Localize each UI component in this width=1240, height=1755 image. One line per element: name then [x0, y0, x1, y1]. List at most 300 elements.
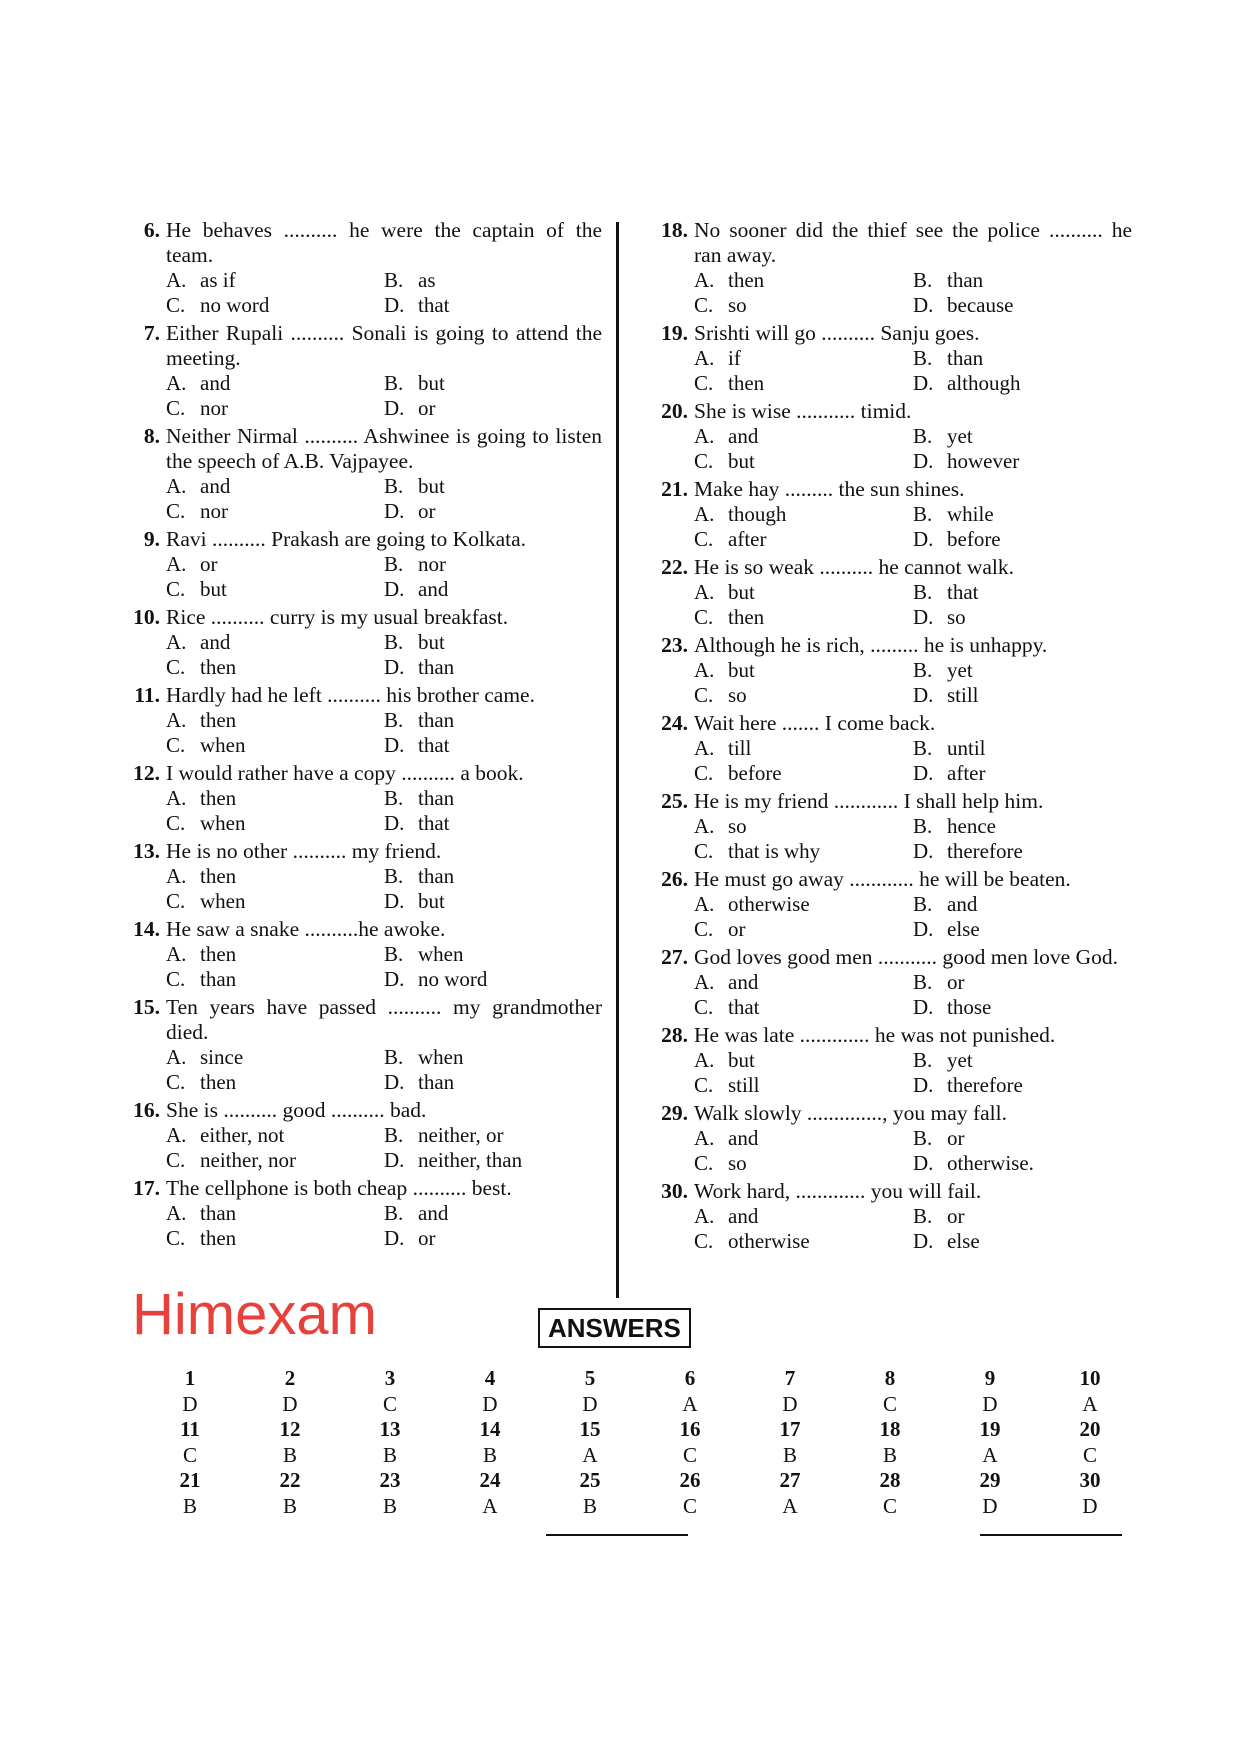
answer-key: B	[882, 1442, 897, 1467]
answer-option	[166, 1123, 384, 1148]
question-options	[166, 1123, 602, 1172]
option-text: therefore	[947, 1072, 1023, 1097]
option-text: than	[200, 966, 237, 991]
answer-option	[913, 839, 1132, 864]
option-letter: D.	[384, 498, 405, 523]
option-text: then	[200, 1069, 237, 1094]
option-text: and	[418, 576, 449, 601]
question-item	[122, 527, 602, 601]
question-number: 18.	[661, 218, 688, 242]
option-text: while	[947, 502, 994, 526]
option-text: otherwise	[728, 892, 810, 916]
question-options	[166, 786, 602, 835]
option-text: but	[418, 474, 445, 498]
question-item	[122, 917, 602, 991]
option-letter: C.	[166, 732, 186, 757]
answer-key-grid	[140, 1366, 1140, 1519]
option-text: neither, than	[418, 1147, 523, 1172]
question-item	[122, 605, 602, 679]
answer-number: 19	[979, 1417, 1001, 1441]
option-text: therefore	[947, 838, 1023, 863]
option-letter: A.	[166, 552, 187, 576]
option-letter: B.	[384, 1201, 404, 1225]
decorative-rule	[980, 1534, 1122, 1536]
answer-key: B	[282, 1442, 297, 1467]
question-stem: God loves good men ........... good men love God.	[694, 945, 1118, 969]
option-text: after	[728, 526, 767, 551]
option-letter: D.	[384, 576, 405, 601]
answer-key: C	[382, 1391, 397, 1416]
question-number: 19.	[661, 321, 688, 345]
option-letter: B.	[384, 942, 404, 966]
answer-option	[384, 942, 602, 967]
answer-option	[913, 1073, 1132, 1098]
option-letter: C.	[166, 1069, 186, 1094]
question-options	[166, 1045, 602, 1094]
answer-number: 11	[180, 1417, 200, 1441]
option-text: that	[947, 580, 979, 604]
answer-option	[384, 499, 602, 524]
question-item	[650, 555, 1132, 629]
option-text: but	[728, 658, 755, 682]
question-options	[694, 970, 1132, 1019]
option-text: when	[418, 942, 464, 966]
option-letter: C.	[694, 370, 714, 395]
answer-key: D	[482, 1391, 498, 1416]
option-letter: A.	[694, 970, 715, 994]
question-number: 13.	[133, 839, 160, 863]
option-text: than	[947, 346, 984, 370]
option-text: that	[418, 810, 450, 835]
option-text: that is why	[728, 838, 821, 863]
question-options	[166, 864, 602, 913]
option-letter: C.	[166, 576, 186, 601]
option-text: nor	[418, 552, 446, 576]
option-text: because	[947, 292, 1014, 317]
question-options	[166, 1201, 602, 1250]
answer-option	[913, 527, 1132, 552]
option-letter: A.	[694, 658, 715, 682]
question-stem: Hardly had he left .......... his brother came.	[166, 683, 535, 707]
option-letter: B.	[384, 552, 404, 576]
answer-option	[166, 577, 384, 602]
answer-option	[166, 967, 384, 992]
option-letter: A.	[694, 580, 715, 604]
answer-option	[694, 814, 913, 839]
answer-option	[166, 499, 384, 524]
question-item	[650, 477, 1132, 551]
question-number: 9.	[143, 527, 160, 551]
option-letter: C.	[166, 498, 186, 523]
option-text: but	[728, 1048, 755, 1072]
question-item	[650, 399, 1132, 473]
answer-option	[166, 655, 384, 680]
question-number: 17.	[133, 1176, 160, 1200]
option-letter: A.	[694, 502, 715, 526]
question-number: 30.	[661, 1179, 688, 1203]
question-options	[694, 580, 1132, 629]
option-text: and	[418, 1201, 449, 1225]
option-letter: B.	[384, 1123, 404, 1147]
option-letter: C.	[694, 1228, 714, 1253]
question-number: 6.	[143, 218, 160, 242]
answer-option	[913, 580, 1132, 605]
answer-number: 22	[279, 1468, 301, 1492]
option-letter: D.	[913, 994, 934, 1019]
option-text: then	[200, 654, 237, 679]
questions-left-column	[122, 218, 602, 1254]
question-stem: She is .......... good .......... bad.	[166, 1098, 427, 1122]
option-letter: B.	[913, 1204, 933, 1228]
answer-option	[913, 995, 1132, 1020]
answer-option	[384, 396, 602, 421]
question-stem: Ten years have passed .......... my grandmother died.	[166, 995, 602, 1044]
answer-number: 8	[884, 1366, 896, 1390]
answer-key: B	[782, 1442, 797, 1467]
question-stem: Neither Nirmal .......... Ashwinee is going to listen the speech of A.B. Vajpayee.	[166, 424, 602, 473]
question-number: 27.	[661, 945, 688, 969]
option-text: or	[200, 552, 218, 576]
answer-option	[913, 683, 1132, 708]
answer-number: 30	[1079, 1468, 1101, 1492]
question-number: 11.	[134, 683, 160, 707]
answer-number: 16	[679, 1417, 701, 1441]
answer-key: D	[1082, 1493, 1098, 1518]
option-letter: C.	[166, 395, 186, 420]
option-letter: D.	[384, 810, 405, 835]
option-text: when	[200, 888, 246, 913]
option-text: until	[947, 736, 986, 760]
question-options	[166, 371, 602, 420]
question-options	[694, 892, 1132, 941]
question-options	[694, 1048, 1132, 1097]
option-text: but	[200, 576, 227, 601]
option-letter: C.	[694, 448, 714, 473]
option-letter: A.	[694, 814, 715, 838]
question-options	[166, 630, 602, 679]
answer-key: A	[782, 1493, 798, 1518]
option-letter: C.	[694, 1072, 714, 1097]
option-letter: D.	[384, 1069, 405, 1094]
option-text: than	[418, 864, 455, 888]
option-letter: C.	[166, 654, 186, 679]
option-letter: A.	[166, 268, 187, 292]
option-text: after	[947, 760, 986, 785]
watermark-logo: Himexam	[132, 1282, 377, 1347]
question-stem: Although he is rich, ......... he is unhappy.	[694, 633, 1048, 657]
answer-option	[384, 268, 602, 293]
answer-number: 4	[484, 1366, 496, 1390]
option-letter: C.	[166, 1225, 186, 1250]
question-stem: The cellphone is both cheap .......... best.	[166, 1176, 512, 1200]
answer-option	[384, 630, 602, 655]
option-letter: C.	[166, 888, 186, 913]
answer-option	[166, 1226, 384, 1251]
option-letter: B.	[913, 658, 933, 682]
answer-option	[913, 761, 1132, 786]
answer-option	[166, 864, 384, 889]
answers-heading: ANSWERS	[538, 1308, 691, 1348]
option-letter: B.	[913, 424, 933, 448]
question-stem: Work hard, ............. you will fail.	[694, 1179, 982, 1203]
answer-option	[384, 371, 602, 396]
answer-option	[694, 736, 913, 761]
question-options	[694, 346, 1132, 395]
question-number: 16.	[133, 1098, 160, 1122]
answer-option	[694, 761, 913, 786]
option-letter: D.	[384, 654, 405, 679]
answer-key: B	[582, 1493, 597, 1518]
option-letter: C.	[166, 1147, 186, 1172]
question-item	[122, 683, 602, 757]
option-letter: D.	[384, 395, 405, 420]
question-item	[122, 839, 602, 913]
question-stem: Ravi .......... Prakash are going to Kolkata.	[166, 527, 527, 551]
answer-key: C	[882, 1391, 897, 1416]
option-text: that	[728, 994, 760, 1019]
option-text: than	[418, 708, 455, 732]
option-text: then	[728, 604, 765, 629]
option-text: so	[728, 682, 747, 707]
answer-number: 29	[979, 1468, 1001, 1492]
option-text: and	[728, 1204, 759, 1228]
question-item	[650, 789, 1132, 863]
answer-key: A	[982, 1442, 998, 1467]
option-text: hence	[947, 814, 996, 838]
question-item	[650, 867, 1132, 941]
option-text: nor	[200, 395, 228, 420]
option-text: or	[947, 970, 965, 994]
answer-option	[913, 658, 1132, 683]
answer-key: D	[182, 1391, 198, 1416]
option-letter: B.	[913, 1048, 933, 1072]
option-text: as if	[200, 268, 236, 292]
question-item	[122, 995, 602, 1094]
question-stem: Wait here ....... I come back.	[694, 711, 936, 735]
option-text: when	[200, 810, 246, 835]
answer-option	[913, 502, 1132, 527]
option-letter: D.	[913, 1150, 934, 1175]
option-text: than	[418, 1069, 455, 1094]
option-text: and	[728, 970, 759, 994]
questions-right-column	[650, 218, 1132, 1257]
option-letter: A.	[166, 474, 187, 498]
answer-option	[913, 346, 1132, 371]
answer-key: D	[582, 1391, 598, 1416]
option-letter: D.	[913, 448, 934, 473]
option-letter: D.	[913, 526, 934, 551]
question-number: 7.	[143, 321, 160, 345]
question-item	[122, 1176, 602, 1250]
option-text: so	[728, 1150, 747, 1175]
answer-option	[694, 605, 913, 630]
answer-option	[384, 733, 602, 758]
answer-option	[166, 811, 384, 836]
answer-option	[913, 1204, 1132, 1229]
answer-key: B	[182, 1493, 197, 1518]
option-letter: D.	[384, 1225, 405, 1250]
option-letter: B.	[384, 786, 404, 810]
option-letter: C.	[166, 966, 186, 991]
option-text: so	[947, 604, 966, 629]
answer-number: 27	[779, 1468, 801, 1492]
option-text: yet	[947, 1048, 973, 1072]
option-text: when	[418, 1045, 464, 1069]
option-text: till	[728, 736, 752, 760]
answer-option	[384, 786, 602, 811]
answer-number: 14	[479, 1417, 501, 1441]
answer-option	[694, 371, 913, 396]
option-text: still	[947, 682, 979, 707]
option-letter: B.	[913, 736, 933, 760]
option-letter: A.	[694, 424, 715, 448]
option-letter: C.	[694, 838, 714, 863]
question-stem: I would rather have a copy .......... a book.	[166, 761, 524, 785]
answer-option	[913, 1229, 1132, 1254]
option-text: then	[200, 942, 237, 966]
question-item	[122, 761, 602, 835]
option-letter: B.	[913, 580, 933, 604]
answer-option	[166, 371, 384, 396]
option-letter: D.	[913, 760, 934, 785]
answer-option	[384, 1123, 602, 1148]
answer-key: A	[482, 1493, 498, 1518]
option-letter: D.	[913, 916, 934, 941]
answer-key: D	[982, 1493, 998, 1518]
answer-option	[384, 474, 602, 499]
answer-option	[694, 839, 913, 864]
answer-option	[913, 371, 1132, 396]
question-stem: Srishti will go .......... Sanju goes.	[694, 321, 980, 345]
question-stem: He was late ............. he was not punished.	[694, 1023, 1056, 1047]
answer-option	[913, 1048, 1132, 1073]
option-text: else	[947, 916, 980, 941]
answer-option	[166, 786, 384, 811]
option-text: than	[418, 654, 455, 679]
answer-number: 25	[579, 1468, 601, 1492]
answer-key: C	[182, 1442, 197, 1467]
option-letter: C.	[694, 526, 714, 551]
answer-option	[694, 424, 913, 449]
answer-key: B	[482, 1442, 497, 1467]
option-letter: B.	[384, 630, 404, 654]
answer-option	[166, 552, 384, 577]
option-text: then	[200, 864, 237, 888]
answer-option	[913, 917, 1132, 942]
option-letter: A.	[694, 1126, 715, 1150]
option-text: yet	[947, 424, 973, 448]
answer-option	[384, 1226, 602, 1251]
option-text: and	[200, 371, 231, 395]
question-options	[694, 268, 1132, 317]
answer-number: 3	[384, 1366, 396, 1390]
question-stem: Rice .......... curry is my usual breakfast.	[166, 605, 509, 629]
option-text: nor	[200, 498, 228, 523]
option-letter: B.	[384, 268, 404, 292]
option-letter: C.	[694, 760, 714, 785]
answer-option	[384, 577, 602, 602]
option-text: although	[947, 370, 1021, 395]
option-text: when	[200, 732, 246, 757]
option-letter: C.	[694, 682, 714, 707]
answer-number: 12	[279, 1417, 301, 1441]
option-text: that	[418, 732, 450, 757]
option-text: before	[947, 526, 1001, 551]
option-letter: D.	[913, 604, 934, 629]
question-number: 26.	[661, 867, 688, 891]
answer-option	[384, 889, 602, 914]
option-text: otherwise	[728, 1228, 810, 1253]
column-divider	[616, 222, 619, 1298]
option-letter: C.	[166, 810, 186, 835]
answer-option	[166, 630, 384, 655]
answer-option	[694, 892, 913, 917]
question-number: 8.	[143, 424, 160, 448]
option-text: as	[418, 268, 436, 292]
option-text: either, not	[200, 1123, 285, 1147]
answer-key: C	[882, 1493, 897, 1518]
option-text: or	[728, 916, 746, 941]
answer-option	[913, 424, 1132, 449]
answer-number: 28	[879, 1468, 901, 1492]
option-letter: A.	[166, 1123, 187, 1147]
option-text: neither, nor	[200, 1147, 296, 1172]
answer-option	[694, 449, 913, 474]
option-letter: B.	[913, 892, 933, 916]
question-options	[694, 502, 1132, 551]
answer-option	[913, 736, 1132, 761]
option-text: otherwise.	[947, 1150, 1034, 1175]
answer-key: A	[1082, 1391, 1098, 1416]
option-letter: D.	[913, 682, 934, 707]
answer-option	[694, 658, 913, 683]
answer-option	[694, 917, 913, 942]
option-text: then	[200, 1225, 237, 1250]
question-options	[694, 814, 1132, 863]
option-text: no word	[200, 292, 270, 317]
option-text: that	[418, 292, 450, 317]
option-letter: A.	[166, 371, 187, 395]
question-stem: Make hay ......... the sun shines.	[694, 477, 965, 501]
question-number: 29.	[661, 1101, 688, 1125]
question-item	[650, 1101, 1132, 1175]
option-letter: B.	[384, 371, 404, 395]
option-text: no word	[418, 966, 488, 991]
question-options	[694, 658, 1132, 707]
question-number: 10.	[133, 605, 160, 629]
option-text: since	[200, 1045, 244, 1069]
option-letter: B.	[384, 708, 404, 732]
answer-option	[694, 683, 913, 708]
answer-number: 6	[684, 1366, 696, 1390]
answer-option	[384, 1070, 602, 1095]
option-text: then	[728, 370, 765, 395]
answer-option	[913, 970, 1132, 995]
answer-option	[694, 346, 913, 371]
question-item	[122, 218, 602, 317]
answer-key: D	[282, 1391, 298, 1416]
question-number: 24.	[661, 711, 688, 735]
answer-key: C	[682, 1493, 697, 1518]
question-number: 22.	[661, 555, 688, 579]
answer-number: 5	[584, 1366, 596, 1390]
answer-key: A	[682, 1391, 698, 1416]
answer-option	[384, 864, 602, 889]
question-item	[650, 218, 1132, 317]
answer-option	[913, 814, 1132, 839]
question-item	[122, 424, 602, 523]
question-number: 25.	[661, 789, 688, 813]
